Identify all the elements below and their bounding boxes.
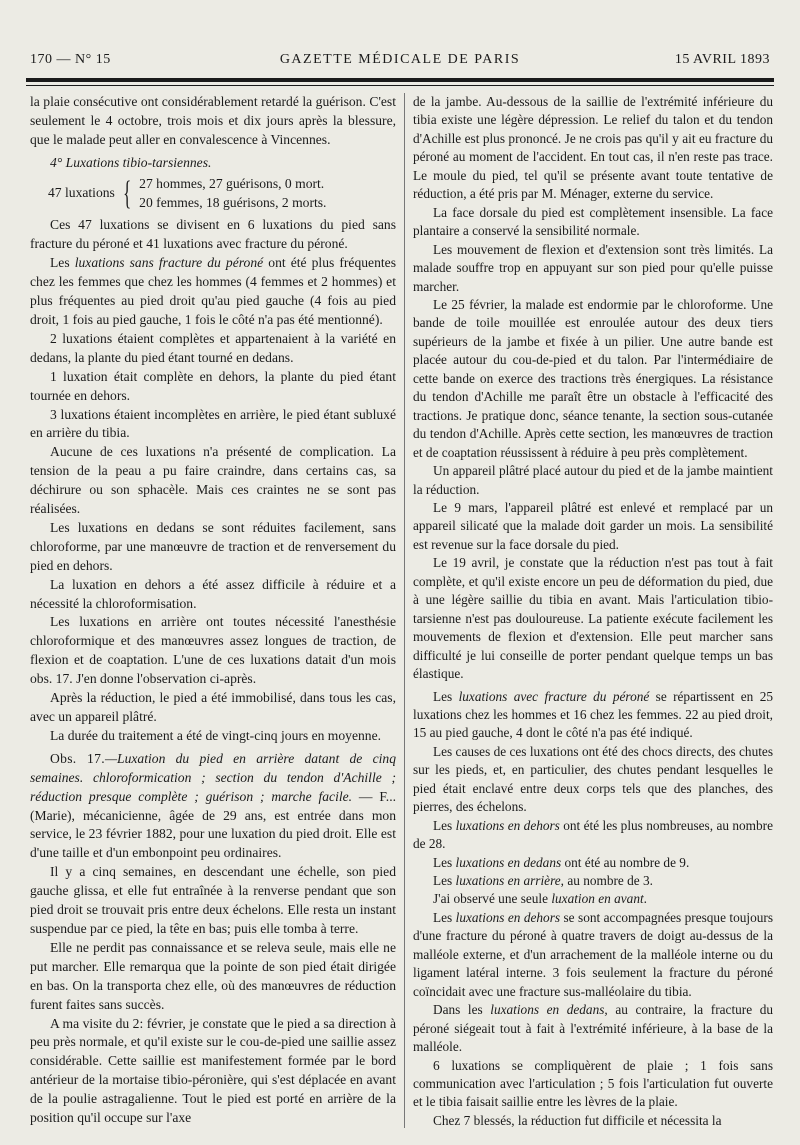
right-column [413, 93, 773, 1130]
stat-line-men: 27 hommes, 27 guérisons, 0 mort. [139, 175, 325, 191]
paragraph: Les luxations en dehors se sont accompagnées presque toujours d'une fracture du péroné à quatre travers de doigt au-dessus de la malléole externe, et d'un arrachement de la malléole interne ou du ligament latéral interne. 3 fois seulement la fracture du péroné coïncidait avec une fracture sus-malléolaire du tibia. [413, 909, 773, 999]
paragraph: Le 19 avril, je constate que la réduction n'est pas tout à fait complète, et qu'il existe encore un peu de déformation du pied, due à une légère saillie du tibia en avant. Mais l'articulation tibio-tarsienne n'est pas douloureuse. La patiente exécute facilement les mouvements de flexion et d'extension. Elle peut marcher sans difficulté je lui conseille de porter pendant quelque temps un bas élastique. [413, 555, 773, 682]
paragraph: La luxation en dehors a été assez difficile à réduire et a nécessité la chloroformisation. [30, 576, 396, 611]
paragraph: la plaie consécutive ont considérablement retardé la guérison. C'est seulement le 4 octobre, trois mois et dix jours après la blessure, que le malade peut aller en convalescence à Vincennes. [30, 94, 396, 147]
paragraph: Dans les luxations en dedans, au contraire, la fracture du péroné siégeait tout à fait à l'extrémité inférieure, à la base de la malléole. [413, 1002, 773, 1055]
header-rule-thin [26, 85, 774, 86]
paragraph: Aucune de ces luxations n'a présenté de complication. La tension de la peau a pu faire craindre, dans certains cas, sa déchirure ou son sphacèle. Mais ces craintes ne se sont pas réalisées. [30, 444, 396, 517]
issue-date: 15 AVRIL 1893 [674, 52, 770, 67]
paragraph: Les luxations en arrière, au nombre de 3. [433, 873, 653, 889]
paragraph: J'ai observé une seule luxation en avant. [433, 891, 647, 907]
header-rule-thick [26, 78, 774, 82]
stat-line-women: 20 femmes, 18 guérisons, 2 morts. [139, 194, 327, 210]
paragraph: Les luxations en dehors ont été les plus nombreuses, au nombre de 28. [413, 817, 773, 852]
paragraph: Elle ne perdit pas connaissance et se releva seule, mais elle ne put marcher. Elle remarqua que la pointe de son pied était dirigée en bas. On la transporta chez elle, où des manœuvres de réduction furent faites sans succès. [30, 939, 396, 1012]
paragraph: Les mouvement de flexion et d'extension sont très limités. La malade souffre trop en appuyant sur son pied pour qu'elle puisse marcher. [413, 241, 773, 294]
paragraph: 6 luxations se compliquèrent de plaie ; 1 fois sans communication avec l'articulation ; 5 fois l'articulation fut ouverte et le tibia faisait saillie entre les lèvres de la plaie. [413, 1057, 773, 1110]
paragraph: La durée du traitement a été de vingt-cinq jours en moyenne. [50, 727, 382, 743]
paragraph: Les luxations en dedans ont été au nombre de 9. [433, 854, 690, 870]
paragraph: Le 9 mars, l'appareil plâtré est enlevé et remplacé par un appareil silicaté que la malade doit garder un mois. La sensibilité est revenue sur la face dorsale du pied. [413, 499, 773, 552]
paragraph: Les luxations avec fracture du péroné se répartissent en 25 luxations chez les hommes et 16 chez les femmes. 22 au pied droit, 15 au pied gauche, 4 dont le côté n'a pas été indiqué. [413, 688, 773, 741]
paragraph: A ma visite du 2: février, je constate que le pied a sa direction à peu près normale, et qu'il existe sur le cou-de-pied une saillie assez considérable. Cette saillie est manifestement formée par le bord antérieur de la mortaise tibio-péronière, qui s'est déplacée en avant de la poulie astragalienne. Tout le pied est porté en arrière de la position qu'il occupe sur l'axe [30, 1015, 396, 1126]
page-number: 170 — N° 15 [30, 52, 111, 67]
paragraph: La face dorsale du pied est complètement insensible. La face plantaire a conservé la sensibilité normale. [413, 204, 773, 239]
stat-label: 47 luxations [48, 185, 115, 201]
left-column [30, 93, 396, 1128]
section-title: 4° Luxations tibio-tarsiennes. [50, 154, 212, 170]
brace-glyph: { [122, 174, 132, 212]
paragraph: Les luxations en dedans se sont réduites facilement, sans chloroforme, par une manœuvre de traction et de renversement du pied en dehors. [30, 519, 396, 573]
statistics-block [48, 175, 396, 213]
paragraph: Ces 47 luxations se divisent en 6 luxations du pied sans fracture du péroné et 41 luxations avec fracture du péroné. [30, 217, 396, 252]
paragraph: de la jambe. Au-dessous de la saillie de l'extrémité inférieure du tibia existe une légère dépression. Le relief du talon et du tendon d'Achille est plus prononcé. Je ne crois pas qu'il y ait eu fracture du péroné au moment de l'accident. En tout cas, il n'en reste pas trace. Le moule du pied, tel qu'il se présente avant toute tentative de réduction, a été pris par M. Ménager, externe du service. [413, 94, 773, 202]
paragraph: Les luxations en arrière ont toutes nécessité l'anesthésie chloroformique et des manœuvres assez longues de traction, de flexion et de coaptation. L'une de ces luxations datait d'un mois obs. 17. J'en donne l'observation ci-après. [30, 614, 396, 687]
journal-title: GAZETTE MÉDICALE DE PARIS [279, 52, 521, 67]
paragraph: 1 luxation était complète en dehors, la plante du pied étant tournée en dehors. [30, 368, 396, 403]
page-header [30, 50, 770, 72]
paragraph: Les luxations sans fracture du péroné ont été plus fréquentes chez les femmes que chez les hommes (4 femmes et 2 hommes) et plus fréquentes au pied droit qu'au pied gauche (4 fois au pied droit, 1 fois au pied gauche, 1 fois le côté n'a pas été mentionné). [30, 255, 396, 327]
paragraph: 2 luxations étaient complètes et appartenaient à la variété en dedans, la plante du pied étant tourné en dedans. [30, 330, 396, 365]
paragraph: Il y a cinq semaines, en descendant une échelle, son pied gauche glissa, et elle fut entraînée à la renverse pendant que son pied droit se trouvait pris entre deux échelons. Elle resta un instant suspendue par ce pied, la tête en bas; puis elle tomba à terre. [30, 864, 396, 936]
paragraph: Les causes de ces luxations ont été des chocs directs, des chutes sur les pieds, et, en particulier, des chutes pendant lesquelles le pied était enclavé entre deux corps tels que des planches, des pierres, des échelons. [413, 743, 773, 815]
paragraph: 3 luxations étaient incomplètes en arrière, le pied étant subluxé en arrière du tibia. [30, 406, 396, 441]
paragraph: Chez 7 blessés, la réduction fut difficile et nécessita la [433, 1112, 722, 1128]
paragraph: Un appareil plâtré placé autour du pied et de la jambe maintient la réduction. [413, 463, 773, 497]
column-divider [404, 93, 405, 1128]
paragraph: Le 25 février, la malade est endormie par le chloroforme. Une bande de toile mouillée est enroulée autour des deux tiers supérieurs de la jambe et fixée à un pilier. Une autre bande est placée autour du cou-de-pied et du talon. Par l'intermédiaire de cette bande on exerce des tractions très énergiques. La résistance du tendon d'Achille me paraît être un obstacle à l'efficacité des tractions. Je pratique donc, séance tenante, la section sous-cutanée du tendon d'Achille. Après cette section, les manœuvres de traction et de coaptation réussissent à réduire à peu près complètement. [413, 296, 773, 460]
paragraph: Après la réduction, le pied a été immobilisé, dans tous les cas, avec un appareil plâtré. [30, 690, 396, 724]
observation-heading: Obs. 17.—Luxation du pied en arrière datant de cinq semaines. chloroformication ; section du tendon d'Achille ; réduction presque complète ; guérison ; marche facile. — F... (Marie), mécanicienne, âgée de 29 ans, est entrée dans mon service, le 23 février 1882, pour une luxation du pied droit. Elle est d'une taille et d'un embonpoint peu ordinaires. [30, 750, 396, 861]
